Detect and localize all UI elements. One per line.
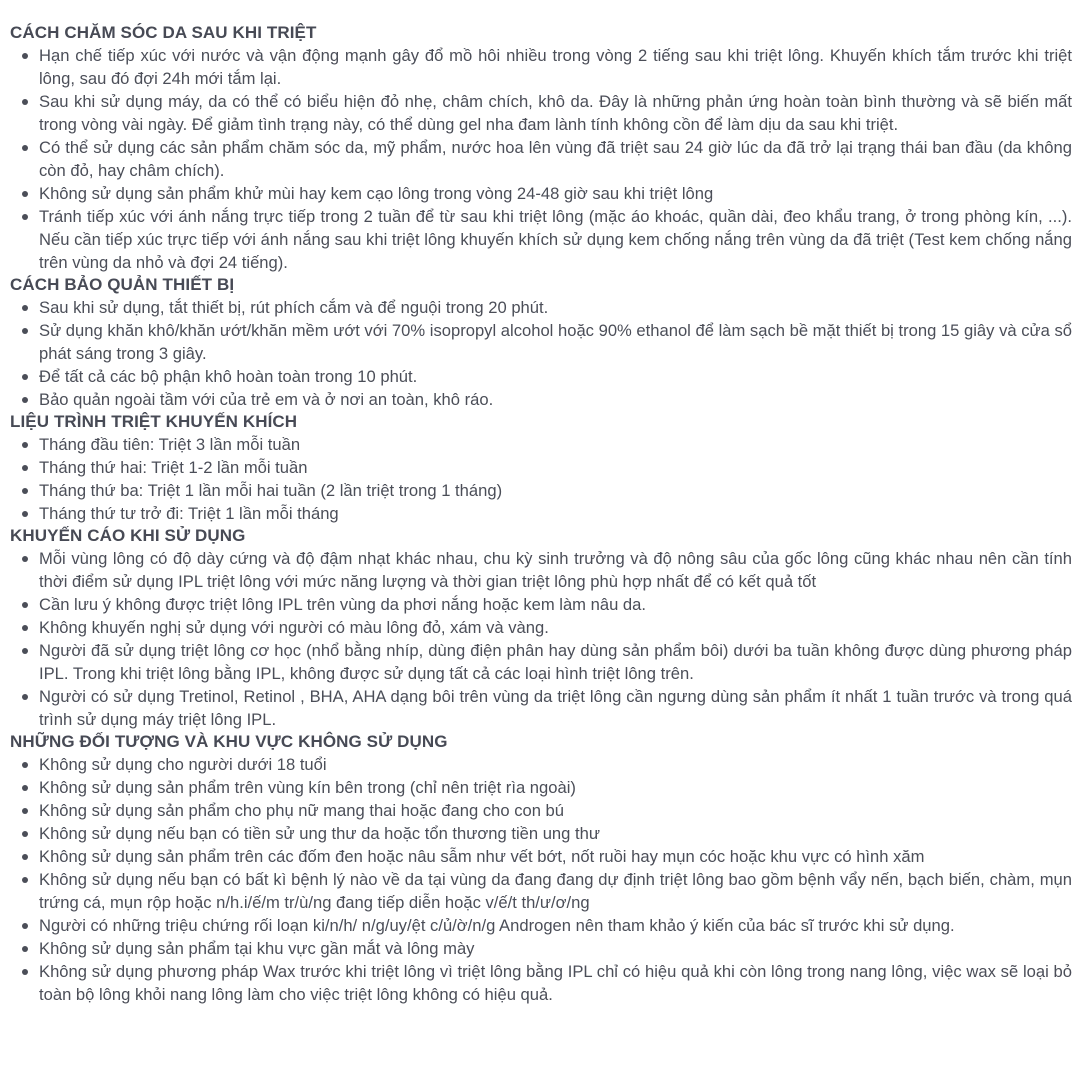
- bullet-list: [10, 296, 1072, 411]
- list-item: Người có sử dụng Tretinol, Retinol , BHA, AHA dạng bôi trên vùng da triệt lông cần ngưng dùng sản phẩm ít nhất 1 tuần trước và trong quá trình sử dụng máy triệt lông IPL.: [39, 687, 1072, 729]
- list-item: Mỗi vùng lông có độ dày cứng và độ đậm nhạt khác nhau, chu kỳ sinh trưởng và độ nông sâu của gốc lông cũng khác nhau nên cần tính thời điểm sử dụng IPL triệt lông với mức năng lượng và thời gian triệt lông phù hợp nhất để có kết quả tốt: [39, 549, 1072, 591]
- list-item: Có thể sử dụng các sản phẩm chăm sóc da, mỹ phẩm, nước hoa lên vùng đã triệt sau 24 giờ lúc da đã trở lại trạng thái ban đầu (da không còn đỏ, hay châm chích).: [39, 138, 1072, 180]
- bullet-list: [10, 547, 1072, 731]
- list-item: Người đã sử dụng triệt lông cơ học (nhổ bằng nhíp, dùng điện phân hay dùng sản phẩm bôi) dưới ba tuần không được dùng phương pháp IPL. Trong khi triệt lông bằng IPL, không được sử dụng tất cả các loại hình triệt lông trên.: [39, 641, 1072, 683]
- list-item: Sau khi sử dụng, tắt thiết bị, rút phích cắm và để nguội trong 20 phút.: [39, 296, 1072, 319]
- section-treatment-schedule: [10, 411, 1072, 525]
- list-item: Không sử dụng sản phẩm cho phụ nữ mang thai hoặc đang cho con bú: [39, 799, 1072, 822]
- section-device-storage: [10, 274, 1072, 411]
- section-title: LIỆU TRÌNH TRIỆT KHUYẾN KHÍCH: [10, 412, 298, 431]
- list-item: Không sử dụng phương pháp Wax trước khi triệt lông vì triệt lông bằng IPL chỉ có hiệu quả khi còn lông trong nang lông, việc wax sẽ loại bỏ toàn bộ lông khỏi nang lông làm cho việc triệt lông không có hiệu quả.: [39, 962, 1072, 1004]
- section-skin-care: [10, 22, 1072, 274]
- list-item: Cần lưu ý không được triệt lông IPL trên vùng da phơi nắng hoặc kem làm nâu da.: [39, 593, 1072, 616]
- section-title: KHUYẾN CÁO KHI SỬ DỤNG: [10, 526, 246, 545]
- list-item: Hạn chế tiếp xúc với nước và vận động mạnh gây đổ mồ hôi nhiều trong vòng 2 tiếng sau khi triệt lông. Khuyến khích tắm trước khi triệt lông, sau đó đợi 24h mới tắm lại.: [39, 46, 1072, 88]
- list-item: Không sử dụng sản phẩm tại khu vực gần mắt và lông mày: [39, 937, 1072, 960]
- bullet-list: [10, 433, 1072, 525]
- list-item: Không sử dụng nếu bạn có bất kì bệnh lý nào về da tại vùng da đang đang dự định triệt lông bao gồm bệnh vẩy nến, bạch biến, chàm, mụn trứng cá, mụn rộp hoặc n/h.i/ế/m tr/ù/ng đang tiếp diễn hoặc v/ế/t th/ư/ơ/ng: [39, 870, 1072, 912]
- list-item: Tháng đầu tiên: Triệt 3 lần mỗi tuần: [39, 433, 1072, 456]
- list-item: Người có những triệu chứng rối loạn ki/n/h/ n/g/uy/ệt c/ủ/ờ/n/g Androgen nên tham khảo ý kiến của bác sĩ trước khi sử dụng.: [39, 914, 1072, 937]
- list-item: Không sử dụng sản phẩm khử mùi hay kem cạo lông trong vòng 24-48 giờ sau khi triệt lông: [39, 182, 1072, 205]
- section-usage-warnings: [10, 525, 1072, 731]
- list-item: Bảo quản ngoài tầm với của trẻ em và ở nơi an toàn, khô ráo.: [39, 388, 1072, 411]
- list-item: Không sử dụng sản phẩm trên các đốm đen hoặc nâu sẫm như vết bớt, nốt ruồi hay mụn cóc hoặc khu vực có hình xăm: [39, 845, 1072, 868]
- list-item: Để tất cả các bộ phận khô hoàn toàn trong 10 phút.: [39, 365, 1072, 388]
- list-item: Sau khi sử dụng máy, da có thể có biểu hiện đỏ nhẹ, châm chích, khô da. Đây là những phản ứng hoàn toàn bình thường và sẽ biến mất trong vòng vài ngày. Để giảm tình trạng này, có thể dùng gel nha đam lành tính không cồn để làm dịu da sau khi triệt.: [39, 92, 1072, 134]
- list-item: Tháng thứ hai: Triệt 1-2 lần mỗi tuần: [39, 456, 1072, 479]
- list-item: Không sử dụng nếu bạn có tiền sử ung thư da hoặc tổn thương tiền ung thư: [39, 822, 1072, 845]
- section-title: CÁCH CHĂM SÓC DA SAU KHI TRIỆT: [10, 23, 317, 42]
- list-item: Tháng thứ ba: Triệt 1 lần mỗi hai tuần (2 lần triệt trong 1 tháng): [39, 479, 1072, 502]
- bullet-list: [10, 44, 1072, 274]
- section-title: NHỮNG ĐỐI TƯỢNG VÀ KHU VỰC KHÔNG SỬ DỤNG: [10, 732, 448, 751]
- list-item: Sử dụng khăn khô/khăn ướt/khăn mềm ướt với 70% isopropyl alcohol hoặc 90% ethanol để làm sạch bề mặt thiết bị trong 15 giây và cửa sổ phát sáng trong 3 giây.: [39, 321, 1072, 363]
- section-title: CÁCH BẢO QUẢN THIẾT BỊ: [10, 275, 235, 294]
- list-item: Không sử dụng sản phẩm trên vùng kín bên trong (chỉ nên triệt rìa ngoài): [39, 776, 1072, 799]
- list-item: Tháng thứ tư trở đi: Triệt 1 lần mỗi tháng: [39, 502, 1072, 525]
- list-item: Tránh tiếp xúc với ánh nắng trực tiếp trong 2 tuần để từ sau khi triệt lông (mặc áo khoác, quần dài, đeo khẩu trang, ở trong phòng kín, ...). Nếu cần tiếp xúc trực tiếp với ánh nắng sau khi triệt lông khuyến khích sử dụng kem chống nắng trên vùng da đã triệt (Test kem chống nắng trên vùng da nhỏ và đợi 24 tiếng).: [39, 207, 1072, 272]
- list-item: Không khuyến nghị sử dụng với người có màu lông đỏ, xám và vàng.: [39, 616, 1072, 639]
- section-contraindications: [10, 731, 1072, 1006]
- list-item: Không sử dụng cho người dưới 18 tuổi: [39, 753, 1072, 776]
- bullet-list: [10, 753, 1072, 1006]
